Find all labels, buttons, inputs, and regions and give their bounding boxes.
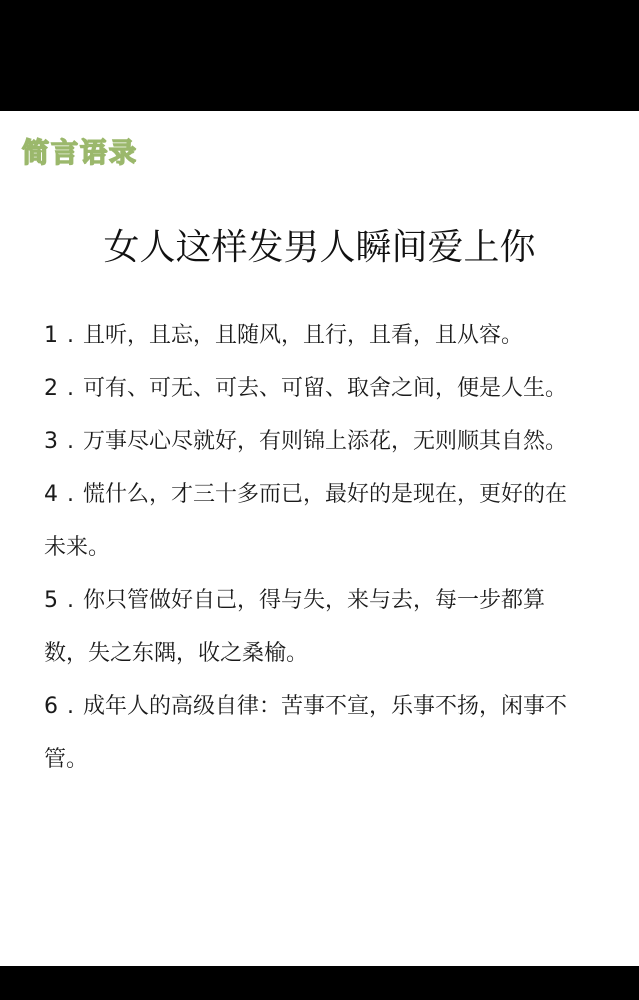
- quote-number: 4 .: [44, 482, 83, 507]
- top-black-bar: [0, 0, 639, 111]
- quote-item: [44, 468, 584, 574]
- quote-number: 5 .: [44, 588, 83, 613]
- quote-text: 可有、可无、可去、可留、取舍之间，便是人生。: [82, 376, 567, 401]
- quote-number: 6 .: [44, 694, 83, 719]
- quote-text: 且听，且忘，且随风，且行，且看，且从容。: [82, 323, 523, 348]
- quote-card: [0, 111, 639, 966]
- bottom-black-bar: [0, 966, 639, 1000]
- quote-text: 你只管做好自己，得与失，来与去，每一步都算数，失之东隅，收之桑榆。: [44, 588, 545, 666]
- quote-list: [44, 309, 584, 786]
- quote-number: 1 .: [44, 323, 83, 348]
- page-title: 女人这样发男人瞬间爱上你: [103, 227, 536, 268]
- quote-item: [44, 415, 584, 468]
- quote-item: [44, 574, 584, 680]
- quote-text: 成年人的高级自律：苦事不宣，乐事不扬，闲事不管。: [44, 694, 567, 772]
- logo-text: 简言语录: [22, 138, 138, 169]
- quote-number: 3 .: [44, 429, 83, 454]
- quote-text: 万事尽心尽就好，有则锦上添花，无则顺其自然。: [82, 429, 567, 454]
- quote-number: 2 .: [44, 376, 83, 401]
- quote-item: [44, 680, 584, 786]
- quote-text: 慌什么，才三十多而已，最好的是现在，更好的在未来。: [44, 482, 567, 560]
- quote-item: [44, 309, 584, 362]
- quote-item: [44, 362, 584, 415]
